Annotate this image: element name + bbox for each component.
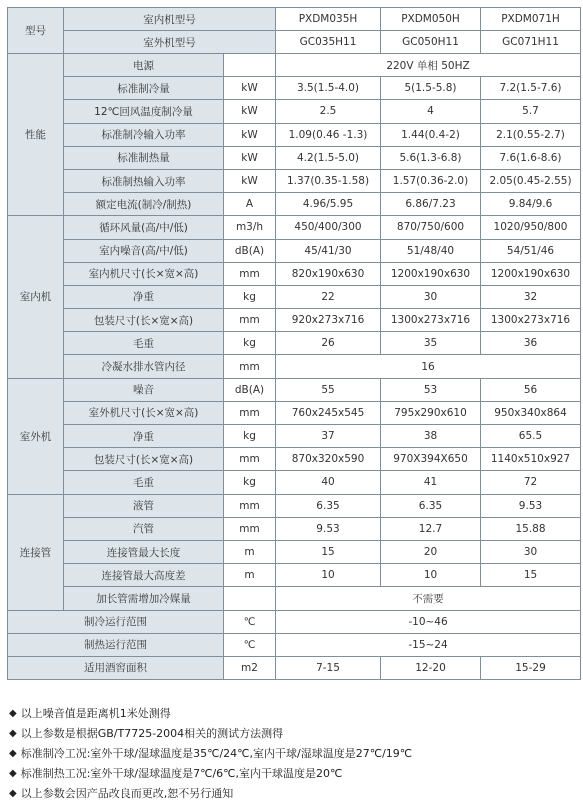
row-value: 15 [276,540,381,563]
row-value: 15 [481,564,581,587]
row-value: 2.1(0.55-2.7) [481,123,581,146]
row-label: 液管 [64,494,224,517]
table-row [8,54,581,77]
footer-merged-value: -10~46 [276,610,581,633]
row-label: 汽管 [64,517,224,540]
row-unit: kW [224,146,276,169]
footer-row [8,633,581,656]
table-row [8,193,581,216]
row-unit: kW [224,100,276,123]
table-row [8,123,581,146]
row-value: 1300x273x716 [381,309,481,332]
row-unit [224,587,276,610]
table-row [8,216,581,239]
footer-unit: m2 [224,656,276,679]
table-row [8,540,581,563]
row-value: 1.44(0.4-2) [381,123,481,146]
table-row [8,146,581,169]
note-item [9,784,579,804]
note-item [9,724,579,744]
row-unit: mm [224,401,276,424]
row-value: 54/51/46 [481,239,581,262]
row-label: 净重 [64,285,224,308]
row-value: 55 [276,378,381,401]
row-value: 45/41/30 [276,239,381,262]
footer-unit: ℃ [224,633,276,656]
row-value: 6.35 [381,494,481,517]
footer-unit: ℃ [224,610,276,633]
indoor-model-3: PXDM071H [481,8,581,31]
row-value: 26 [276,332,381,355]
note-text: 标准制冷工况:室外干球/湿球温度是35℃/24℃,室内干球/湿球温度是27℃/19℃ [20,747,413,760]
row-value: 41 [381,471,481,494]
diamond-bullet-icon: ◆ [9,748,17,759]
header-row-outdoor-model [8,31,581,54]
note-text: 以上参数是根据GB/T7725-2004相关的测试方法测得 [20,727,284,740]
table-row [8,564,581,587]
outdoor-model-3: GC071H11 [481,31,581,54]
row-label: 电源 [64,54,224,77]
note-item [9,764,579,784]
footer-merged-value: -15~24 [276,633,581,656]
diamond-bullet-icon: ◆ [9,708,17,719]
row-value: 5.7 [481,100,581,123]
table-row [8,309,581,332]
row-label: 净重 [64,425,224,448]
row-value: 6.86/7.23 [381,193,481,216]
row-value: 920x273x716 [276,309,381,332]
outdoor-model-1: GC035H11 [276,31,381,54]
row-unit: m [224,564,276,587]
row-value: 6.35 [276,494,381,517]
diamond-bullet-icon: ◆ [9,768,17,779]
row-unit [224,54,276,77]
row-value: 1200x190x630 [381,262,481,285]
row-value: 65.5 [481,425,581,448]
row-unit: kW [224,77,276,100]
row-label: 连接管最大高度差 [64,564,224,587]
row-value: 53 [381,378,481,401]
section-name: 室内机 [8,216,64,378]
row-label: 室外机尺寸(长×宽×高) [64,401,224,424]
row-label: 连接管最大长度 [64,540,224,563]
row-value: 760x245x545 [276,401,381,424]
row-value: 32 [481,285,581,308]
row-value: 1200x190x630 [481,262,581,285]
row-label: 标准制热量 [64,146,224,169]
footer-value: 15-29 [481,656,581,679]
indoor-model-1: PXDM035H [276,8,381,31]
row-unit: dB(A) [224,239,276,262]
footer-row [8,656,581,679]
row-label: 标准制冷输入功率 [64,123,224,146]
row-value: 4.2(1.5-5.0) [276,146,381,169]
row-value: 10 [276,564,381,587]
row-unit: dB(A) [224,378,276,401]
row-label: 室内噪音(高/中/低) [64,239,224,262]
row-value: 870x320x590 [276,448,381,471]
outdoor-model-2: GC050H11 [381,31,481,54]
row-value: 2.5 [276,100,381,123]
row-unit: mm [224,448,276,471]
table-row [8,471,581,494]
row-value: 9.84/9.6 [481,193,581,216]
row-value: 72 [481,471,581,494]
row-value: 35 [381,332,481,355]
row-value: 820x190x630 [276,262,381,285]
table-row [8,332,581,355]
row-label: 加长管需增加冷媒量 [64,587,224,610]
section-name: 性能 [8,54,64,216]
row-unit: kg [224,285,276,308]
row-value: 1.37(0.35-1.58) [276,169,381,192]
row-value: 1.57(0.36-2.0) [381,169,481,192]
row-label: 12℃回风温度制冷量 [64,100,224,123]
row-value: 3.5(1.5-4.0) [276,77,381,100]
table-row [8,587,581,610]
table-row [8,100,581,123]
merged-value: 16 [276,355,581,378]
row-value: 5(1.5-5.8) [381,77,481,100]
row-value: 5.6(1.3-6.8) [381,146,481,169]
row-value: 4.96/5.95 [276,193,381,216]
row-value: 7.6(1.6-8.6) [481,146,581,169]
table-row [8,517,581,540]
row-value: 56 [481,378,581,401]
footer-label: 适用酒窖面积 [8,656,224,679]
row-unit: mm [224,262,276,285]
header-row-indoor-model [8,8,581,31]
row-value: 9.53 [481,494,581,517]
row-value: 950x340x864 [481,401,581,424]
row-unit: mm [224,517,276,540]
row-label: 标准制冷量 [64,77,224,100]
row-value: 30 [481,540,581,563]
table-row [8,401,581,424]
row-value: 970X394X650 [381,448,481,471]
note-text: 标准制热工况:室外干球/湿球温度是7℃/6℃,室内干球温度是20℃ [20,767,343,780]
row-value: 51/48/40 [381,239,481,262]
row-value: 1.09(0.46 -1.3) [276,123,381,146]
row-value: 40 [276,471,381,494]
row-unit: kg [224,425,276,448]
row-label: 包装尺寸(长×宽×高) [64,448,224,471]
row-value: 1300x273x716 [481,309,581,332]
table-row [8,262,581,285]
note-item [9,704,579,724]
row-unit: mm [224,309,276,332]
spec-table-body [8,8,581,680]
row-value: 9.53 [276,517,381,540]
row-value: 7.2(1.5-7.6) [481,77,581,100]
row-value: 1020/950/800 [481,216,581,239]
row-value: 12.7 [381,517,481,540]
row-value: 450/400/300 [276,216,381,239]
table-row [8,239,581,262]
table-row [8,169,581,192]
row-unit: kW [224,169,276,192]
row-label: 毛重 [64,332,224,355]
row-unit: A [224,193,276,216]
row-value: 1140x510x927 [481,448,581,471]
row-unit: kg [224,332,276,355]
table-row [8,494,581,517]
notes-list [9,704,579,804]
table-row [8,77,581,100]
note-text: 以上噪音值是距离机1米处测得 [20,707,171,720]
row-unit: mm [224,355,276,378]
footer-row [8,610,581,633]
section-name: 室外机 [8,378,64,494]
row-value: 38 [381,425,481,448]
row-label: 冷凝水排水管内径 [64,355,224,378]
row-value: 30 [381,285,481,308]
row-unit: m [224,540,276,563]
row-label: 室内机尺寸(长×宽×高) [64,262,224,285]
section-name: 连接管 [8,494,64,610]
diamond-bullet-icon: ◆ [9,728,17,739]
row-value: 20 [381,540,481,563]
row-value: 870/750/600 [381,216,481,239]
row-label: 额定电流(制冷/制热) [64,193,224,216]
footer-value: 7-15 [276,656,381,679]
footer-label: 制冷运行范围 [8,610,224,633]
row-unit: kW [224,123,276,146]
diamond-bullet-icon: ◆ [9,788,17,799]
row-label: 包装尺寸(长×宽×高) [64,309,224,332]
row-value: 795x290x610 [381,401,481,424]
table-row [8,285,581,308]
note-item [9,744,579,764]
category-cell: 型号 [8,8,64,54]
row-value: 37 [276,425,381,448]
row-label: 标准制热输入功率 [64,169,224,192]
row-unit: kg [224,471,276,494]
footer-label: 制热运行范围 [8,633,224,656]
indoor-model-label: 室内机型号 [64,8,276,31]
row-value: 2.05(0.45-2.55) [481,169,581,192]
row-unit: m3/h [224,216,276,239]
merged-value: 不需要 [276,587,581,610]
row-value: 15.88 [481,517,581,540]
footer-value: 12-20 [381,656,481,679]
row-label: 噪音 [64,378,224,401]
table-row [8,355,581,378]
merged-value: 220V 单相 50HZ [276,54,581,77]
table-row [8,425,581,448]
row-value: 4 [381,100,481,123]
row-value: 10 [381,564,481,587]
note-text: 以上参数会因产品改良而更改,恕不另行通知 [20,787,234,800]
table-row [8,448,581,471]
row-value: 36 [481,332,581,355]
row-label: 循环风量(高/中/低) [64,216,224,239]
row-unit: mm [224,494,276,517]
outdoor-model-label: 室外机型号 [64,31,276,54]
indoor-model-2: PXDM050H [381,8,481,31]
table-row [8,378,581,401]
row-value: 22 [276,285,381,308]
row-label: 毛重 [64,471,224,494]
spec-table [7,7,581,680]
